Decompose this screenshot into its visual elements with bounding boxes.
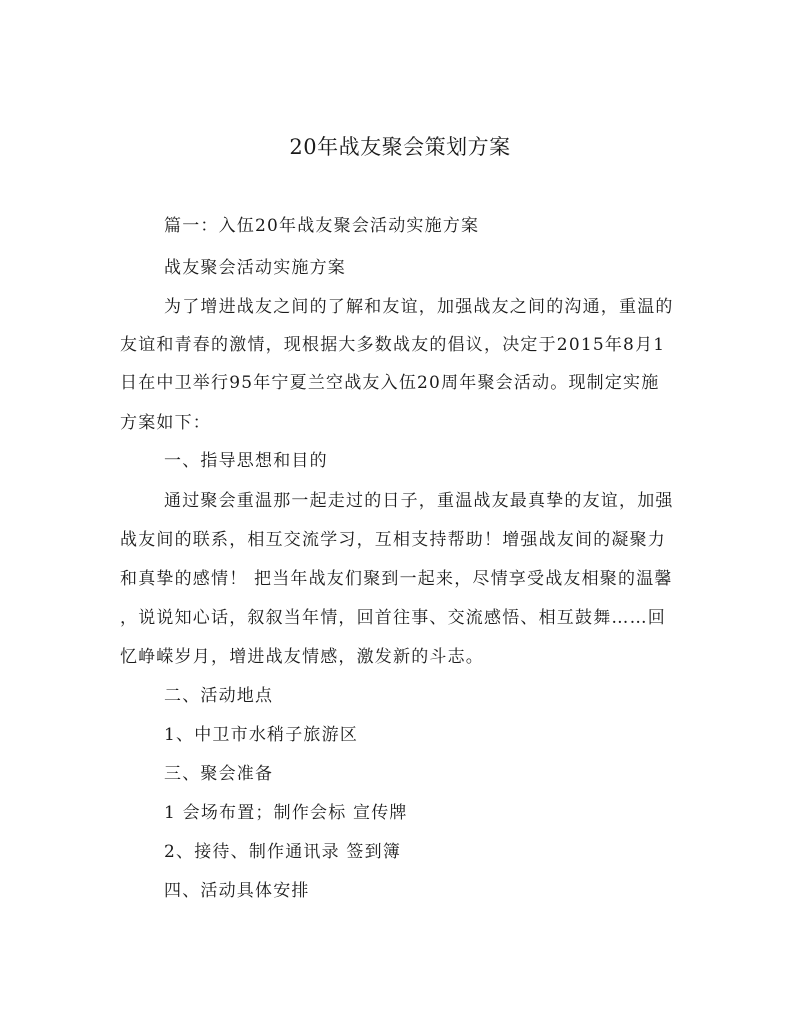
paragraph-line: ，说说知心话，叙叙当年情，回首往事、交流感悟、相互鼓舞……回 [120, 608, 666, 628]
paragraph-line: 友谊和青春的激情，现根据大多数战友的倡议，决定于2015年8月1 [120, 335, 666, 355]
section-heading-part-one: 篇一：入伍20年战友聚会活动实施方案 [164, 216, 480, 236]
list-item: 1、中卫市水稍子旅游区 [164, 725, 359, 745]
list-item: 2、接待、制作通讯录 签到簿 [164, 842, 402, 862]
subheading-plan: 战友聚会活动实施方案 [164, 258, 346, 278]
section-heading-location: 二、活动地点 [164, 686, 274, 706]
section-heading-guiding-idea: 一、指导思想和目的 [164, 451, 328, 471]
paragraph-line: 为了增进战友之间的了解和友谊，加强战友之间的沟通，重温的 [164, 297, 674, 317]
paragraph-line: 和真挚的感情！ 把当年战友们聚到一起来，尽情享受战友相聚的温馨 [120, 569, 673, 589]
section-heading-schedule: 四、活动具体安排 [164, 881, 310, 901]
document-title: 20年战友聚会策划方案 [289, 135, 511, 159]
paragraph-line: 通过聚会重温那一起走过的日子，重温战友最真挚的友谊，加强 [164, 491, 674, 511]
section-heading-preparation: 三、聚会准备 [164, 764, 274, 784]
paragraph-line: 战友间的联系，相互交流学习，互相支持帮助！增强战友间的凝聚力 [120, 530, 666, 550]
list-item: 1 会场布置；制作会标 宣传牌 [164, 803, 408, 823]
paragraph-line: 方案如下： [120, 413, 211, 433]
paragraph-line: 忆峥嵘岁月，增进战友情感，激发新的斗志。 [120, 647, 484, 667]
paragraph-line: 日在中卫举行95年宁夏兰空战友入伍20周年聚会活动。现制定实施 [120, 373, 660, 393]
